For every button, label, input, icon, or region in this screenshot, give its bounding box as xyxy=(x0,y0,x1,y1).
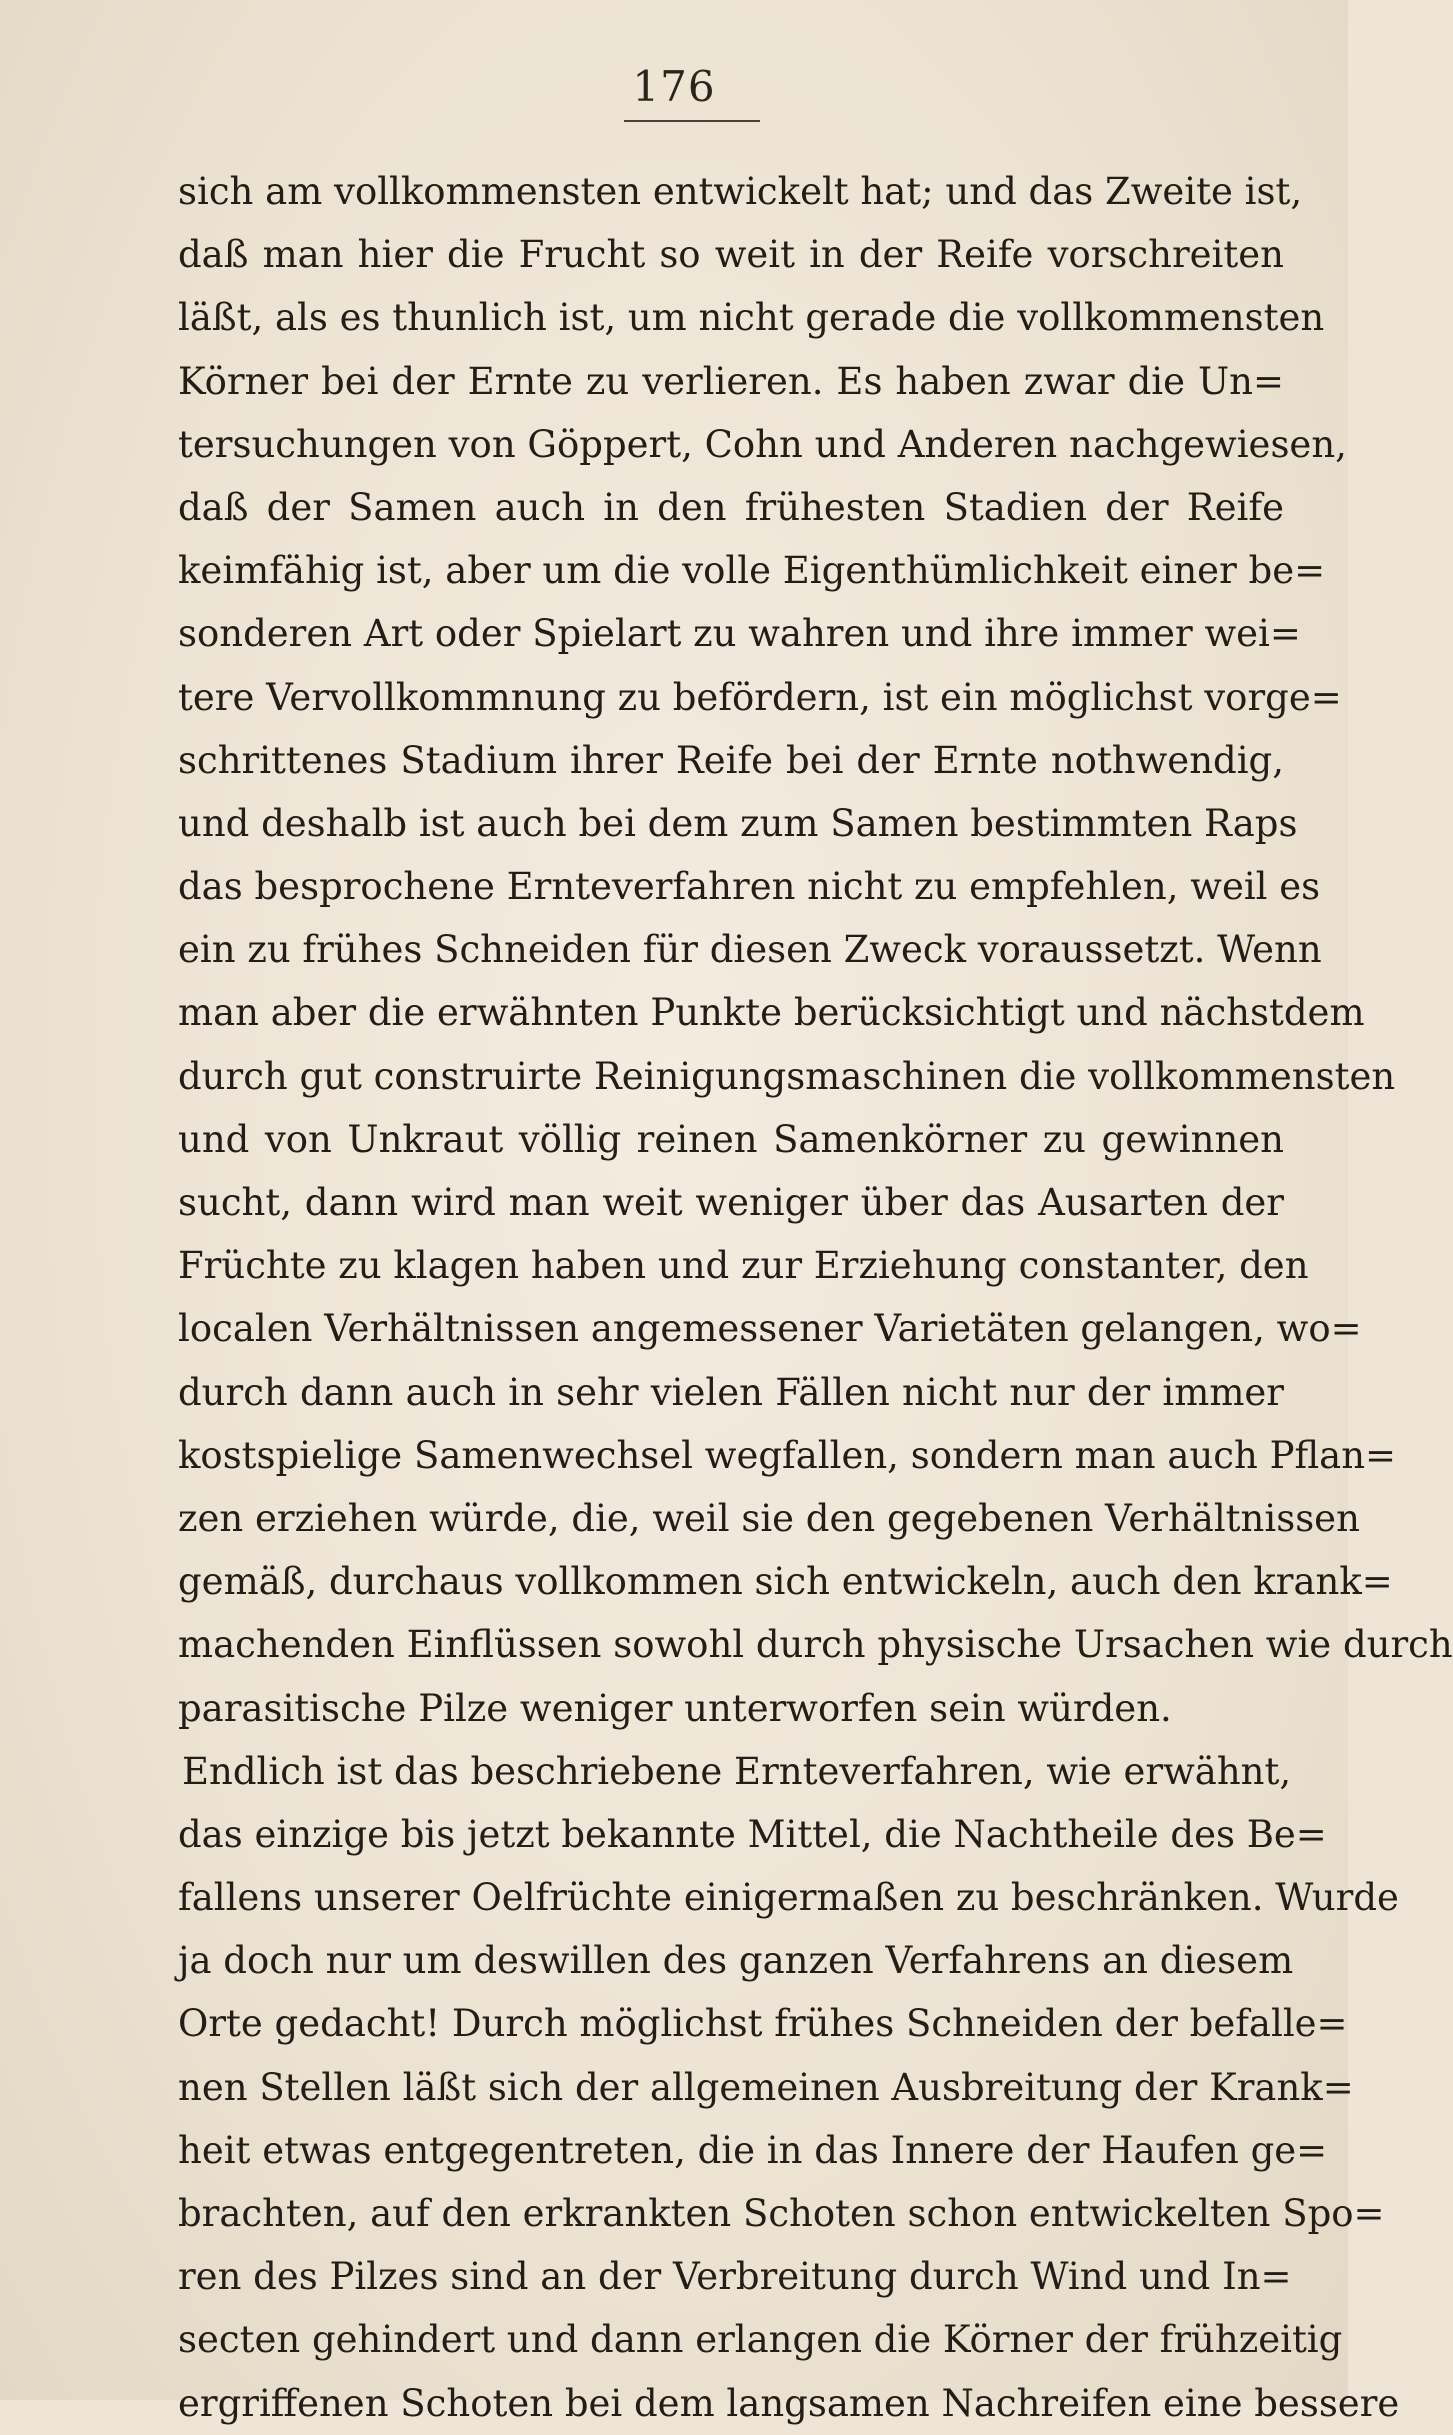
text-line: machenden Einflüssen sowohl durch physische Ursachen wie durch xyxy=(178,1623,1453,1667)
text-line: das einzige bis jetzt bekannte Mittel, die Nachtheile des Be= xyxy=(178,1812,1327,1856)
text-line: schrittenes Stadium ihrer Reife bei der Ernte nothwendig, xyxy=(178,738,1284,782)
body-text xyxy=(178,160,1453,2435)
text-line: keimfähig ist, aber um die volle Eigenthümlichkeit einer be= xyxy=(178,549,1326,593)
text-line: läßt, als es thunlich ist, um nicht gerade die vollkommensten xyxy=(178,296,1325,340)
text-line-paragraph-start: Endlich ist das beschriebene Ernteverfahren, wie erwähnt, xyxy=(182,1749,1292,1793)
text-line: kostspielige Samenwechsel wegfallen, sondern man auch Pflan= xyxy=(178,1433,1397,1477)
text-line: gemäß, durchaus vollkommen sich entwickeln, auch den krank= xyxy=(178,1560,1393,1604)
text-line: durch gut construirte Reinigungsmaschinen die vollkommensten xyxy=(178,1054,1396,1098)
text-line: Körner bei der Ernte zu verlieren. Es haben zwar die Un= xyxy=(178,359,1284,403)
text-line: ein zu frühes Schneiden für diesen Zweck voraussetzt. Wenn xyxy=(178,928,1322,972)
text-line: und deshalb ist auch bei dem zum Samen bestimmten Raps xyxy=(178,801,1298,845)
text-line: tere Vervollkommnung zu befördern, ist ein möglichst vorge= xyxy=(178,675,1342,719)
text-line-paragraph-end: parasitische Pilze weniger unterworfen sein würden. xyxy=(178,1686,1172,1730)
text-line: sonderen Art oder Spielart zu wahren und ihre immer wei= xyxy=(178,612,1301,656)
text-line: das besprochene Ernteverfahren nicht zu empfehlen, weil es xyxy=(178,865,1321,909)
text-line: ja doch nur um deswillen des ganzen Verfahrens an diesem xyxy=(178,1939,1294,1983)
text-line: heit etwas entgegentreten, die in das Innere der Haufen ge= xyxy=(178,2128,1328,2172)
text-line: sucht, dann wird man weit weniger über das Ausarten der xyxy=(178,1181,1284,1224)
header-rule xyxy=(624,120,760,122)
text-line: durch dann auch in sehr vielen Fällen nicht nur der immer xyxy=(178,1370,1284,1414)
page-number: 176 xyxy=(632,62,716,111)
text-line: und von Unkraut völlig reinen Samenkörner zu gewinnen xyxy=(178,1117,1284,1161)
text-line: daß man hier die Frucht so weit in der Reife vorschreiten xyxy=(178,233,1284,277)
text-line: daß der Samen auch in den frühesten Stadien der Reife xyxy=(178,485,1284,529)
text-line: fallens unserer Oelfrüchte einigermaßen zu beschränken. Wurde xyxy=(178,1876,1399,1920)
text-line: brachten, auf den erkrankten Schoten schon entwickelten Spo= xyxy=(178,2192,1385,2235)
text-line: Früchte zu klagen haben und zur Erziehung constanter, den xyxy=(178,1244,1309,1288)
text-line: tersuchungen von Göppert, Cohn und Anderen nachgewiesen, xyxy=(178,422,1347,466)
text-line: nen Stellen läßt sich der allgemeinen Ausbreitung der Krank= xyxy=(178,2065,1354,2109)
text-line: ren des Pilzes sind an der Verbreitung durch Wind und In= xyxy=(178,2255,1292,2299)
text-line: zen erziehen würde, die, weil sie den gegebenen Verhältnissen xyxy=(178,1496,1360,1540)
text-line: secten gehindert und dann erlangen die Körner der frühzeitig xyxy=(178,2318,1343,2362)
text-line: man aber die erwähnten Punkte berücksichtigt und nächstdem xyxy=(178,991,1365,1035)
text-line: Orte gedacht! Durch möglichst frühes Schneiden der befalle= xyxy=(178,2002,1348,2046)
text-line: sich am vollkommensten entwickelt hat; und das Zweite ist, xyxy=(178,170,1303,213)
text-line: localen Verhältnissen angemessener Varietäten gelangen, wo= xyxy=(178,1307,1362,1351)
text-line: ergriffenen Schoten bei dem langsamen Nachreifen eine bessere xyxy=(178,2381,1400,2425)
